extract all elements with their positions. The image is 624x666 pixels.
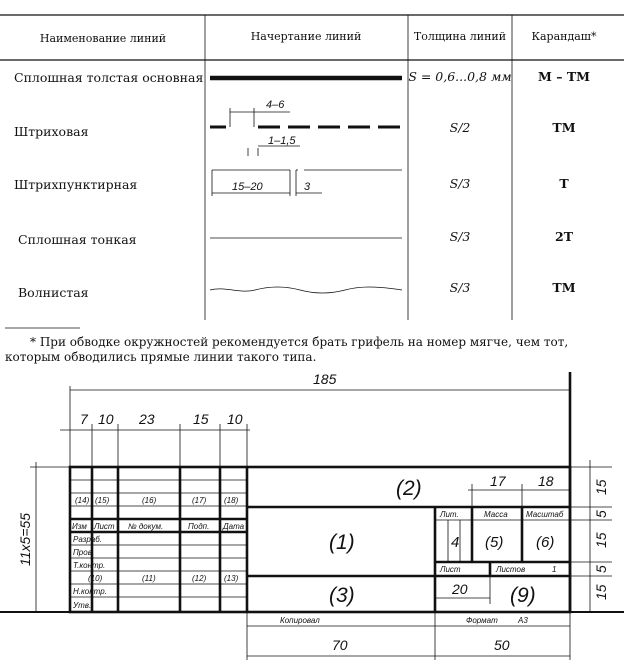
dim-15: 15 [193,411,209,427]
footnote-line-2: которым обводились прямые линии такого типа. [5,350,317,364]
row-label-utv: Утв. [73,601,92,610]
marker-14: (14) [75,496,90,505]
row-thickness: S/3 [449,176,471,191]
row-pencil: 2Т [555,229,573,244]
dim-18: 18 [538,473,554,489]
row-name: Штриховая [14,124,89,139]
row-label-nkontr: Н.контр. [73,587,107,596]
field-6: (6) [536,534,555,551]
label-sheets: Листов [496,565,526,574]
marker-17: (17) [192,496,207,505]
dim-right-5-b: 5 [593,565,609,573]
header-style: Начертание линий [250,30,362,43]
dim-left-55: 11x5=55 [17,512,33,566]
row-thickness: S/2 [449,120,471,135]
marker-16: (16) [142,496,157,505]
title-block [0,372,624,660]
dim-right-15-a: 15 [593,479,609,495]
dim-dashdot-gap: 3 [304,181,311,193]
marker-11: (11) [142,574,156,583]
sample-dashed-line [210,108,402,156]
marker-10: (10) [88,574,103,583]
row-thickness: S/3 [449,280,471,295]
footnote-line-1: * При обводке окружностей рекомендуется брать грифель на номер мягче, чем тот, [30,335,569,349]
row-pencil: Т [559,176,569,191]
dim-10-a: 10 [98,411,114,427]
col-label-sign: Подп. [188,522,210,531]
dim-50: 50 [494,637,510,653]
label-copied: Копировал [280,616,320,625]
header-name: Наименование линий [39,32,167,45]
dim-right-15-b: 15 [593,532,609,548]
row-name: Сплошная тонкая [18,232,137,247]
sample-wavy-line [210,287,402,293]
dim-7: 7 [80,411,88,427]
row-pencil: ТМ [552,280,576,295]
row-thickness: S/3 [449,229,471,244]
label-format: Формат [466,616,498,625]
row-label-razrab: Разраб. [73,535,102,544]
row-pencil: М – ТМ [538,69,590,84]
dim-dash-len: 1–1,5 [268,135,296,147]
label-sheet: Лист [440,565,461,574]
dim-dashdot-len: 15–20 [232,181,263,193]
col-label-izm: Изм [72,522,87,531]
dim-20: 20 [452,581,468,597]
marker-13: (13) [224,574,239,583]
field-4: 4 [451,534,460,551]
sheets-count: 1 [552,565,557,574]
dim-right-5-a: 5 [593,510,609,518]
field-3: (3) [329,584,355,607]
format-value: А3 [518,616,528,625]
row-name: Сплошная толстая основная [14,70,204,85]
field-1: (1) [329,531,355,554]
dim-10-b: 10 [227,411,243,427]
row-pencil: ТМ [552,120,576,135]
row-label-prov: Пров. [73,548,95,557]
marker-12: (12) [192,574,207,583]
label-lit: Лит. [440,510,459,519]
label-mass: Масса [484,510,508,519]
row-name: Штрихпунктирная [14,177,138,192]
field-5: (5) [485,534,504,551]
marker-15: (15) [95,496,110,505]
row-thickness: S = 0,6...0,8 мм [408,69,512,84]
label-scale: Масштаб [526,510,564,519]
marker-18: (18) [224,496,239,505]
col-label-list: Лист [94,522,115,531]
col-label-doc: № докум. [128,522,164,531]
dim-17: 17 [490,473,506,489]
dim-right-15-c: 15 [593,584,609,600]
header-pencil: Карандаш* [531,30,597,43]
dim-23: 23 [139,411,155,427]
field-2: (2) [396,477,422,500]
dim-70: 70 [332,637,348,653]
line-types-table [0,15,624,320]
dim-dash-gap: 4–6 [266,99,285,111]
row-name: Волнистая [18,285,89,300]
row-label-tkontr: Т.контр. [73,561,106,570]
field-9: (9) [510,584,536,607]
col-label-date: Дата [223,522,245,531]
dim-185: 185 [313,371,337,387]
header-thickness: Толщина линий [413,30,507,43]
